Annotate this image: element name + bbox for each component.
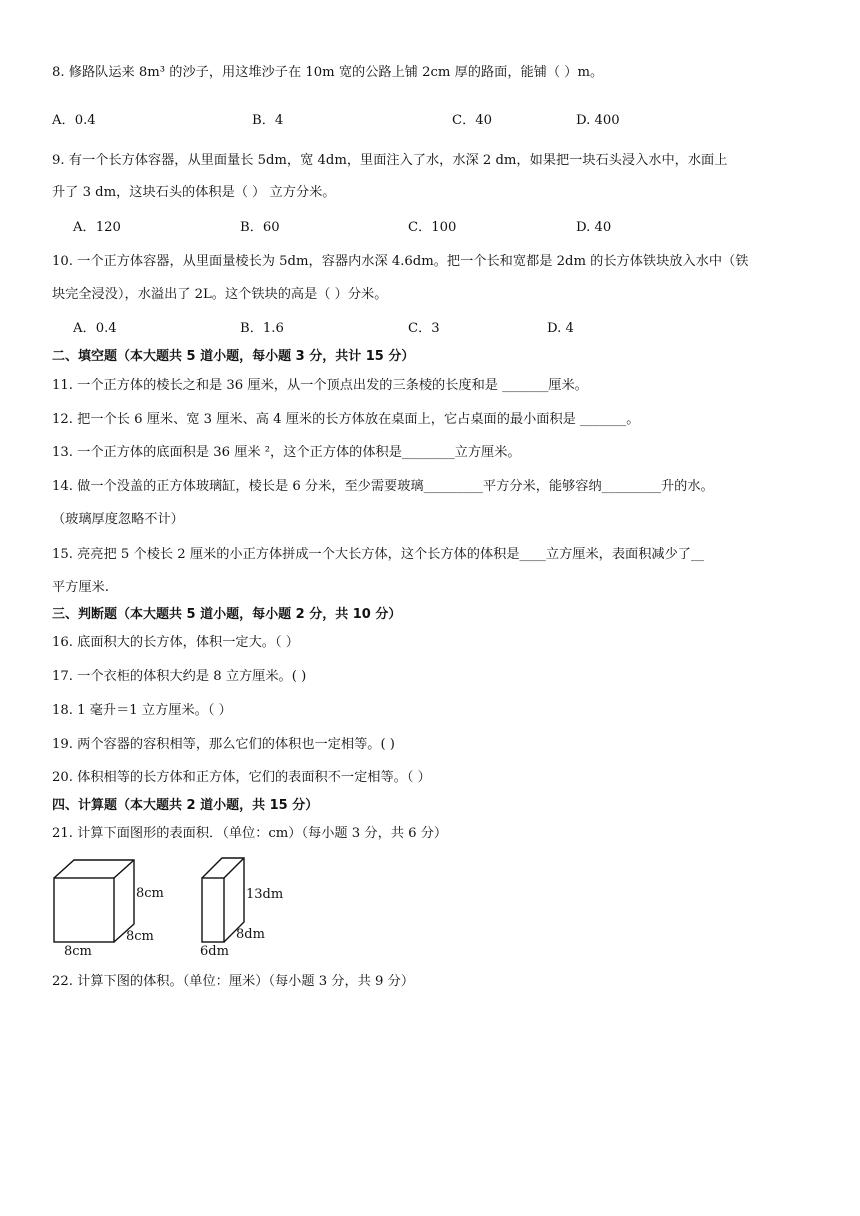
q10-option-a: A．0.4 [73, 321, 117, 336]
q10-option-c: C．3 [408, 321, 440, 336]
q9-option-d: D. 40 [576, 220, 612, 235]
q10-option-b: B．1.6 [240, 321, 284, 336]
question-10-line-2: 块完全浸没），水溢出了 2L。这个铁块的高是（ ）分米。 [52, 287, 388, 302]
cuboid-depth-label: 8dm [236, 927, 265, 942]
q8-option-a: A．0.4 [52, 113, 96, 128]
cuboid-width-label: 6dm [200, 944, 229, 957]
question-14-line-2: （玻璃厚度忽略不计） [52, 512, 184, 527]
question-22: 22. 计算下图的体积。（单位：厘米）（每小题 3 分，共 9 分） [52, 974, 415, 989]
q8-option-b: B．4 [252, 113, 284, 128]
question-12: 12. 把一个长 6 厘米、宽 3 厘米、高 4 厘米的长方体放在桌面上，它占桌面的最小面积是 _______。 [52, 412, 640, 427]
q9-option-a: A．120 [73, 220, 121, 235]
section-3-heading: 三、判断题（本大题共 5 道小题，每小题 2 分，共 10 分） [52, 607, 402, 622]
question-14-line-1: 14. 做一个没盖的正方体玻璃缸，棱长是 6 分米，至少需要玻璃_________平方分米，能够容纳_________升的水。 [52, 479, 714, 494]
cuboid-height-label: 13dm [246, 887, 284, 902]
cube-depth-label: 8cm [126, 929, 154, 944]
q9-option-c: C．100 [408, 220, 457, 235]
question-8: 8. 修路队运来 8m³ 的沙子，用这堆沙子在 10m 宽的公路上铺 2cm 厚的路面，能铺（ ）m。 [52, 65, 604, 80]
question-9-line-1: 9. 有一个长方体容器，从里面量长 5dm，宽 4dm，里面注入了水，水深 2 dm，如果把一块石头浸入水中，水面上 [52, 153, 728, 168]
section-4-heading: 四、计算题（本大题共 2 道小题，共 15 分） [52, 798, 319, 813]
question-17: 17. 一个衣柜的体积大约是 8 立方厘米。( ) [52, 669, 307, 684]
question-19: 19. 两个容器的容积相等，那么它们的体积也一定相等。( ) [52, 737, 395, 752]
cube-width-label: 8cm [64, 944, 92, 957]
section-2-heading: 二、填空题（本大题共 5 道小题，每小题 3 分，共计 15 分） [52, 349, 415, 364]
cube-height-label: 8cm [136, 886, 164, 901]
question-10-line-1: 10. 一个正方体容器，从里面量棱长为 5dm，容器内水深 4.6dm。把一个长和宽都是 2dm 的长方体铁块放入水中（铁 [52, 254, 749, 269]
question-9-line-2: 升了 3 dm，这块石头的体积是（ ） 立方分米。 [52, 185, 336, 200]
q10-option-d: D. 4 [547, 321, 574, 336]
question-16: 16. 底面积大的长方体，体积一定大。（ ） [52, 635, 299, 650]
cuboid-figure [196, 852, 296, 957]
question-15-line-1: 15. 亮亮把 5 个棱长 2 厘米的小正方体拼成一个大长方体，这个长方体的体积是____立方厘米，表面积减少了__ [52, 547, 705, 562]
question-21: 21. 计算下面图形的表面积．（单位：cm）（每小题 3 分，共 6 分） [52, 826, 448, 841]
cube-figure [48, 852, 168, 957]
question-18: 18. 1 毫升＝1 立方厘米。（ ） [52, 703, 232, 718]
q8-option-d: D. 400 [576, 113, 620, 128]
q9-option-b: B．60 [240, 220, 280, 235]
question-13: 13. 一个正方体的底面积是 36 厘米 ²，这个正方体的体积是________立方厘米。 [52, 445, 521, 460]
question-20: 20. 体积相等的长方体和正方体，它们的表面积不一定相等。（ ） [52, 770, 431, 785]
question-15-line-2: 平方厘米. [52, 580, 109, 595]
q8-option-c: C．40 [452, 113, 493, 128]
question-11: 11. 一个正方体的棱长之和是 36 厘米，从一个顶点出发的三条棱的长度和是 _______厘米。 [52, 378, 588, 393]
